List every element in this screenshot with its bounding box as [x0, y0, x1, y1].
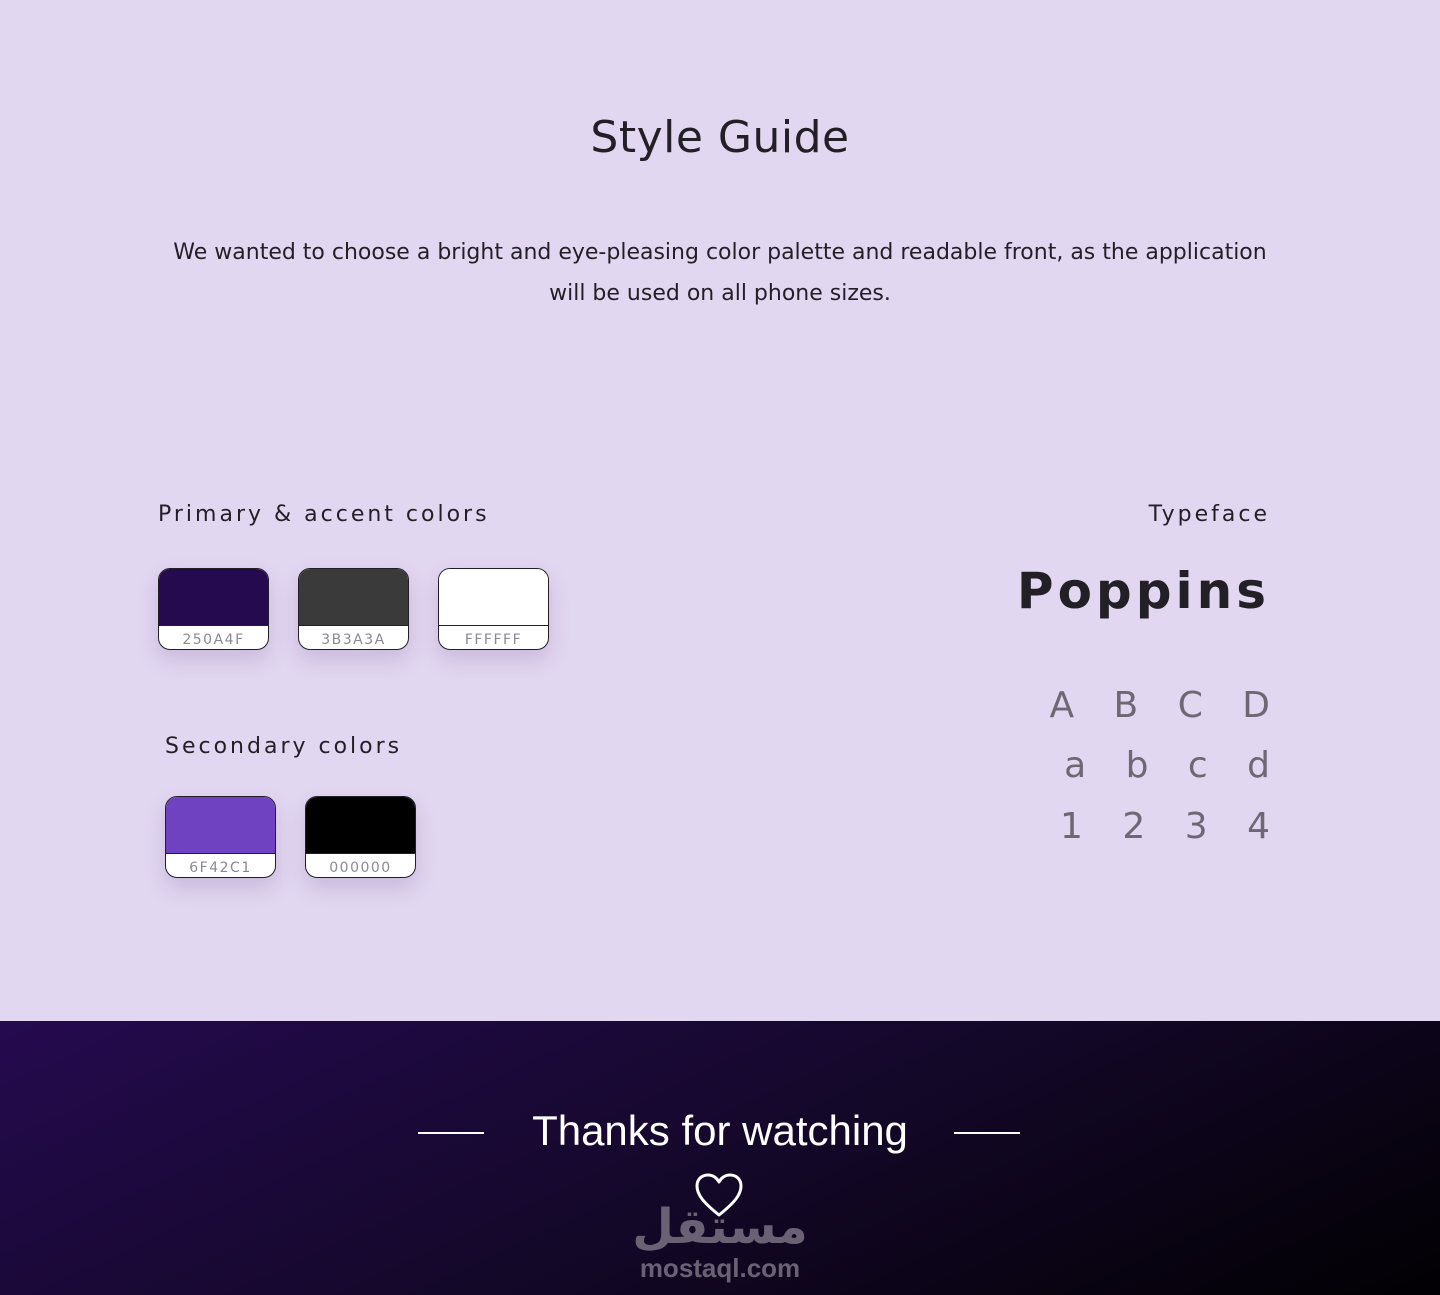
swatch-code: FFFFFF [464, 632, 523, 648]
brand-arabic-wordmark: مستقل [632, 1199, 808, 1255]
page-title: Style Guide [590, 112, 850, 163]
glyph-uppercase: A B C D [1049, 685, 1284, 726]
heart-icon [694, 1173, 744, 1219]
mostaql-logo [620, 1171, 820, 1281]
swatch-fill [159, 569, 268, 626]
swatch-code: 3B3A3A [321, 632, 386, 648]
glyph-lowercase: a b c d [1064, 745, 1284, 786]
swatch-code: 6F42C1 [189, 860, 252, 876]
secondary-colors-heading: Secondary colors [165, 734, 403, 759]
swatch-code: 250A4F [182, 632, 245, 648]
color-swatch-3b3a3a [298, 568, 409, 650]
color-swatch-000000 [305, 796, 416, 878]
typeface-name: Poppins [1016, 562, 1270, 620]
brand-url: mostaql.com [639, 1253, 801, 1283]
color-swatch-250a4f [158, 568, 269, 650]
typeface-heading: Typeface [1148, 502, 1270, 527]
footer-divider-right [954, 1132, 1020, 1134]
primary-colors-heading: Primary & accent colors [158, 502, 490, 527]
intro-text: We wanted to choose a bright and eye-pleasing color palette and readable front, as the application will be used on all phone sizes. [173, 240, 1267, 306]
swatch-fill [306, 797, 415, 854]
swatch-fill [166, 797, 275, 854]
swatch-fill [439, 569, 548, 626]
swatch-code: 000000 [329, 860, 392, 876]
footer-title: Thanks for watching [532, 1107, 908, 1154]
swatch-fill [299, 569, 408, 626]
color-swatch-6f42c1 [165, 796, 276, 878]
footer [0, 1021, 1440, 1295]
glyph-numbers: 1 2 3 4 [1060, 806, 1284, 847]
color-swatch-ffffff [438, 568, 549, 650]
